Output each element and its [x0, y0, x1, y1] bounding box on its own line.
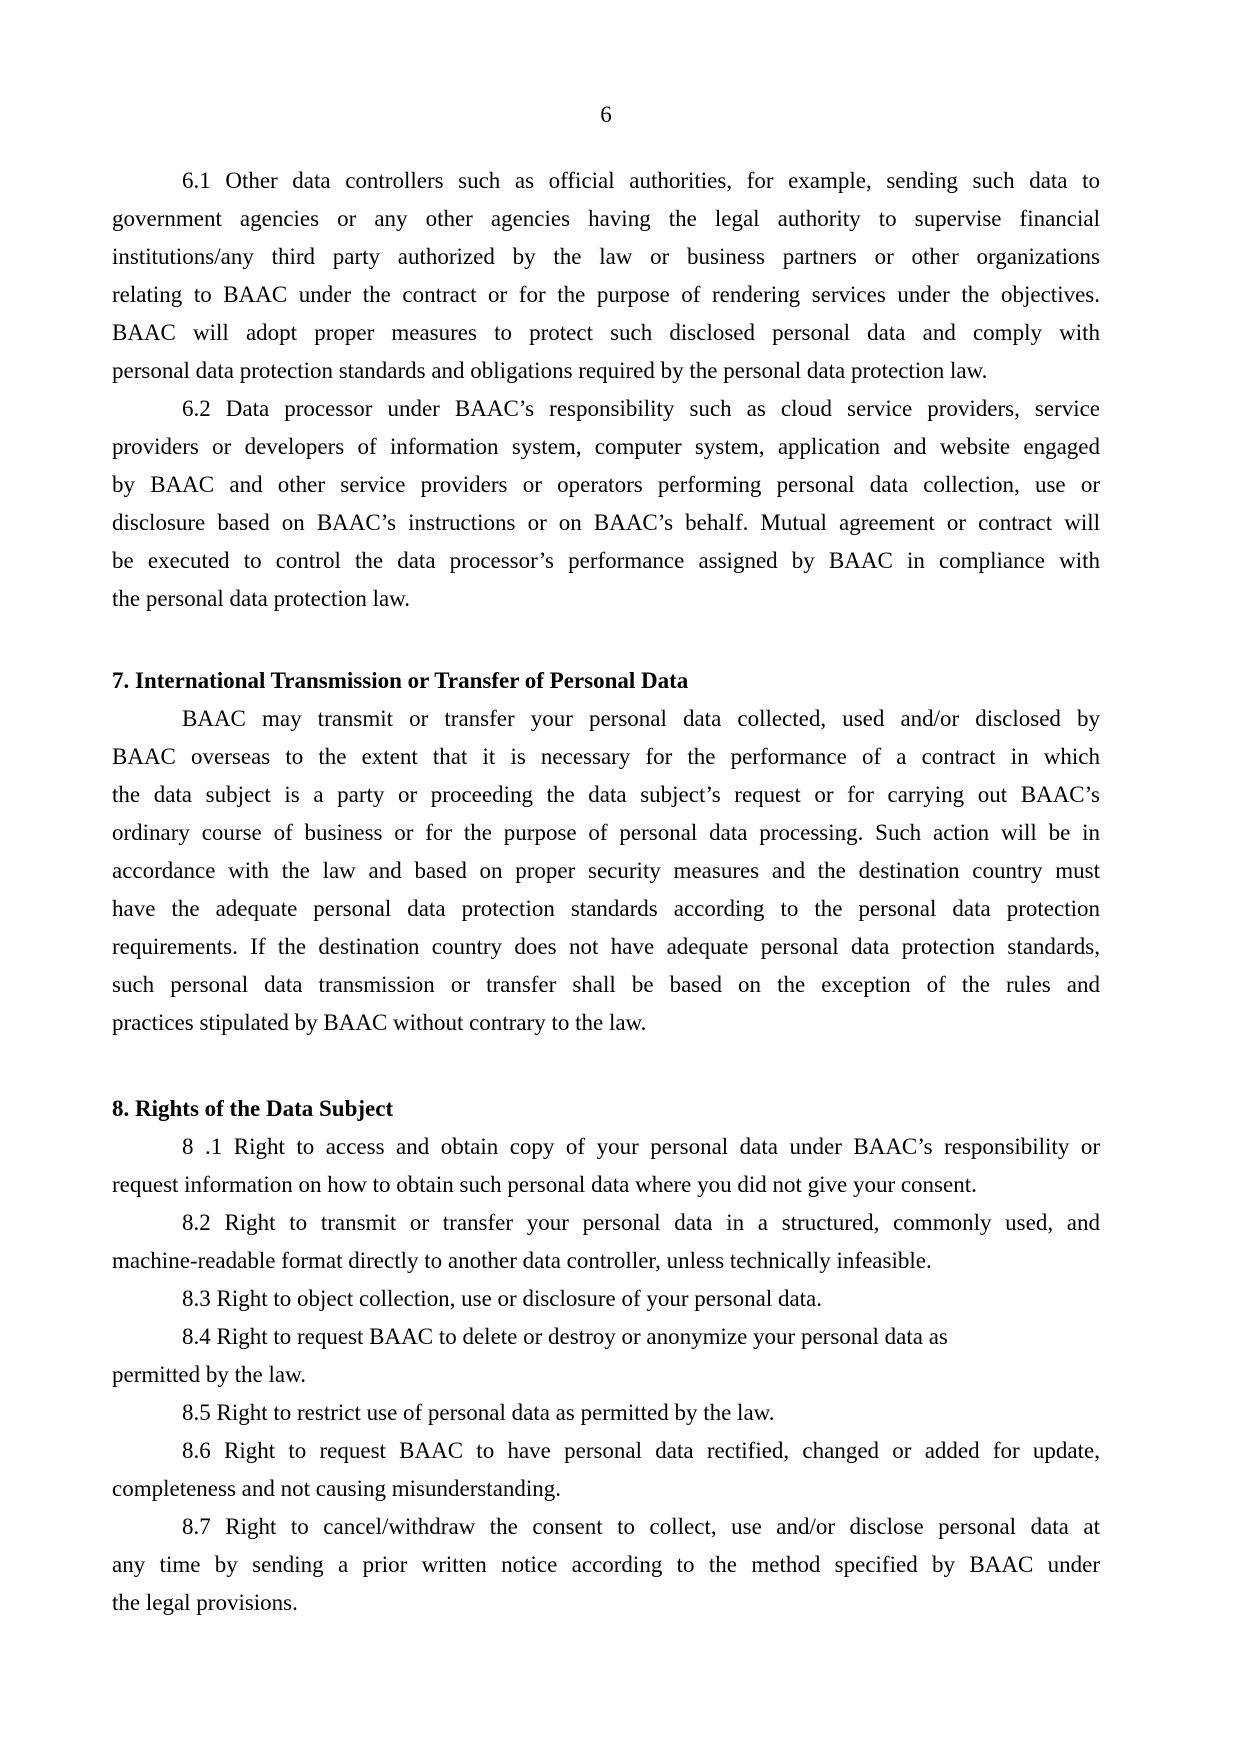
right-8-6 — [112, 1432, 1100, 1508]
right-8-7 — [112, 1508, 1100, 1622]
text-line: 8 .1 Right to access and obtain copy of your personal data under BAAC’s responsibility or — [182, 1134, 1100, 1159]
text-line: machine-readable format directly to another data controller, unless technically infeasible. — [112, 1248, 932, 1273]
text-line: BAAC may transmit or transfer your personal data collected, used and/or disclosed by — [182, 706, 1100, 731]
text-line: 8.6 Right to request BAAC to have personal data rectified, changed or added for update, — [182, 1438, 1100, 1463]
right-8-2 — [112, 1204, 1100, 1280]
clause-6-2 — [112, 390, 1100, 618]
text-line: accordance with the law and based on proper security measures and the destination country must — [112, 858, 1100, 883]
text-line: any time by sending a prior written notice according to the method specified by BAAC under — [112, 1552, 1100, 1577]
text-line: disclosure based on BAAC’s instructions or on BAAC’s behalf. Mutual agreement or contract will — [112, 510, 1100, 535]
clause-6-1 — [112, 162, 1100, 390]
text-line: 6.2 Data processor under BAAC’s responsibility such as cloud service providers, service — [182, 396, 1100, 421]
text-line: requirements. If the destination country does not have adequate personal data protection standards, — [112, 934, 1100, 959]
text-line: providers or developers of information system, computer system, application and website engaged — [112, 434, 1100, 459]
text-line: by BAAC and other service providers or operators performing personal data collection, use or — [112, 472, 1100, 497]
text-line: 8.3 Right to object collection, use or disclosure of your personal data. — [182, 1286, 823, 1311]
section-7-paragraph — [112, 700, 1100, 1042]
text-line: permitted by the law. — [112, 1362, 306, 1387]
text-line: 8.5 Right to restrict use of personal data as permitted by the law. — [182, 1400, 775, 1425]
text-line: such personal data transmission or transfer shall be based on the exception of the rules and — [112, 972, 1100, 997]
text-line: be executed to control the data processor’s performance assigned by BAAC in compliance with — [112, 548, 1100, 573]
text-line: 8.7 Right to cancel/withdraw the consent to collect, use and/or disclose personal data at — [182, 1514, 1100, 1539]
text-line: government agencies or any other agencies having the legal authority to supervise financial — [112, 206, 1100, 231]
text-line: 8.2 Right to transmit or transfer your personal data in a structured, commonly used, and — [182, 1210, 1100, 1235]
text-line: relating to BAAC under the contract or for the purpose of rendering services under the objectives. — [112, 282, 1100, 307]
section-7-heading: 7. International Transmission or Transfer of Personal Data — [112, 668, 689, 693]
text-line: institutions/any third party authorized by the law or business partners or other organizations — [112, 244, 1100, 269]
text-line: request information on how to obtain such personal data where you did not give your consent. — [112, 1172, 977, 1197]
text-line: the legal provisions. — [112, 1590, 298, 1615]
right-8-1 — [112, 1128, 1100, 1204]
text-line: 8.4 Right to request BAAC to delete or destroy or anonymize your personal data as — [182, 1324, 948, 1349]
text-line: BAAC will adopt proper measures to protect such disclosed personal data and comply with — [112, 320, 1100, 345]
text-line: completeness and not causing misunderstanding. — [112, 1476, 562, 1501]
section-8-heading: 8. Rights of the Data Subject — [112, 1096, 394, 1121]
text-line: 6.1 Other data controllers such as official authorities, for example, sending such data to — [182, 168, 1100, 193]
right-8-5 — [112, 1394, 1100, 1432]
page-number: 6 — [600, 102, 612, 127]
text-line: the data subject is a party or proceeding the data subject’s request or for carrying out BAAC’s — [112, 782, 1100, 807]
text-line: personal data protection standards and obligations required by the personal data protection law. — [112, 358, 988, 383]
text-line: BAAC overseas to the extent that it is necessary for the performance of a contract in which — [112, 744, 1100, 769]
text-line: the personal data protection law. — [112, 586, 411, 611]
text-line: practices stipulated by BAAC without contrary to the law. — [112, 1010, 647, 1035]
text-line: have the adequate personal data protection standards according to the personal data protection — [112, 896, 1100, 921]
text-line: ordinary course of business or for the purpose of personal data processing. Such action will be in — [112, 820, 1100, 845]
right-8-3 — [112, 1280, 1100, 1318]
right-8-4 — [112, 1318, 1100, 1394]
